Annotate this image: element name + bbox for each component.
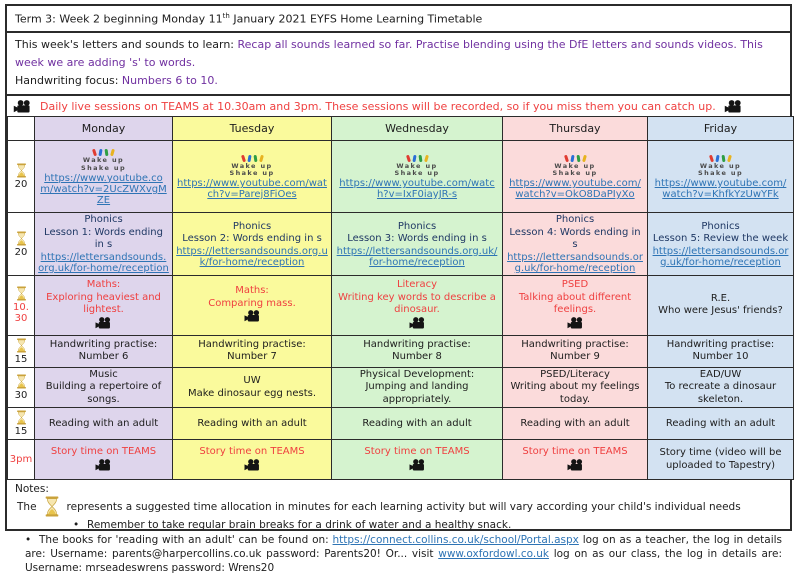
logo-text: Shake up	[552, 169, 598, 178]
cell-friday-handwriting	[648, 335, 794, 367]
cell-tuesday-morning	[173, 275, 332, 335]
title-text: Term 3: Week 2 beginning Monday 11	[15, 12, 223, 26]
time-value: 3pm	[9, 454, 33, 466]
cell-thursday-reading: Reading with an adult	[503, 408, 648, 440]
subject-body: Exploring heaviest and lightest.	[46, 291, 161, 316]
title-text-post: January 2021 EYFS Home Learning Timetable	[229, 12, 483, 26]
phonics-lesson: Lesson 4: Words ending in s	[509, 226, 641, 251]
live-sessions-banner	[7, 96, 790, 116]
handwriting-focus-line	[15, 72, 782, 90]
hourglass-icon	[16, 410, 27, 425]
phonics-lesson: Lesson 1: Words ending in s	[44, 226, 163, 251]
subject-title: Music	[89, 368, 118, 380]
video-camera-icon	[244, 310, 261, 322]
title-superscript: th	[222, 12, 230, 20]
wake-up-shake-up-logo	[176, 154, 328, 179]
handwriting-focus-text: Numbers 6 to 10.	[121, 74, 218, 88]
handwriting-title: Handwriting practise:	[363, 338, 471, 350]
time-cell-phonics	[8, 213, 35, 276]
time-cell-story	[8, 440, 35, 480]
phonics-title: Phonics	[701, 220, 740, 232]
video-camera-icon	[95, 459, 112, 471]
cell-friday-wakeup	[648, 141, 794, 213]
cell-thursday-phonics	[503, 213, 648, 276]
video-camera-icon	[567, 459, 584, 471]
phonics-lesson: Lesson 5: Review the week	[652, 233, 789, 245]
cell-thursday-handwriting	[503, 335, 648, 367]
handwriting-number: Number 8	[392, 351, 442, 363]
subject-title: Physical Development:	[359, 368, 475, 380]
oxford-owl-link[interactable]: www.oxfordowl.co.uk	[438, 547, 549, 560]
youtube-link-tuesday[interactable]: https://www.youtube.com/watch?v=Parej8FiOes	[177, 178, 327, 201]
cell-monday-story	[35, 440, 173, 480]
letters-sounds-text: Recap all sounds learned so far. Practise blending using the DfE letters and sounds videos. This week we are adding 's' to words.	[15, 38, 763, 70]
reading-books-text: log on as a teacher, the log in details are: Username: parents@harpercollins.co.uk password: Parents20! Or... visit	[25, 533, 783, 560]
cell-wednesday-reading: Reading with an adult	[332, 408, 503, 440]
cell-monday-wakeup	[35, 141, 173, 213]
hourglass-note	[17, 496, 782, 518]
phonics-link-monday[interactable]: https://lettersandsounds.org.uk/for-home/reception	[38, 251, 169, 274]
phonics-link-thursday[interactable]: https://lettersandsounds.org.uk/for-home/reception	[507, 251, 643, 274]
video-camera-icon	[409, 317, 426, 329]
bullet-marker: •	[73, 519, 80, 532]
story-label: Story time on TEAMS	[199, 446, 305, 458]
subject-title: Maths:	[235, 285, 269, 297]
hourglass-icon	[16, 338, 27, 353]
dancing-figures-icon	[651, 154, 790, 162]
handwriting-title: Handwriting practise:	[666, 338, 775, 350]
handwriting-title: Handwriting practise:	[521, 338, 629, 350]
cell-wednesday-phonics	[332, 213, 503, 276]
handwriting-number: Number 10	[692, 351, 749, 363]
dancing-figures-icon	[506, 154, 644, 162]
subject-body: Who were Jesus' friends?	[658, 305, 783, 317]
weekly-focus-box	[7, 33, 790, 96]
story-label: Story time on TEAMS	[522, 446, 628, 458]
phonics-title: Phonics	[232, 220, 272, 232]
cell-tuesday-handwriting	[173, 335, 332, 367]
cell-monday-handwriting	[35, 335, 173, 367]
cell-friday-story	[648, 440, 794, 480]
dancing-figures-icon	[176, 154, 328, 162]
handwriting-number: Number 7	[227, 351, 277, 363]
wake-up-shake-up-logo	[651, 154, 790, 179]
cell-wednesday-story	[332, 440, 503, 480]
subject-body: Jumping and landing appropriately.	[365, 381, 469, 405]
phonics-row	[8, 213, 794, 276]
cell-monday-reading: Reading with an adult	[35, 408, 173, 440]
youtube-link-friday[interactable]: https://www.youtube.com/watch?v=KhfkYzUwYFk	[654, 178, 787, 201]
time-value: 20	[14, 179, 28, 191]
cell-friday-morning	[648, 275, 794, 335]
cell-thursday-story	[503, 440, 648, 480]
time-value: 30	[14, 390, 28, 402]
time-cell-afternoon	[8, 367, 35, 408]
phonics-title: Phonics	[397, 220, 437, 232]
morning-session-row	[8, 275, 794, 335]
brain-breaks-text: Remember to take regular brain breaks for a drink of water and a healthy snack.	[87, 519, 512, 532]
phonics-lesson: Lesson 3: Words ending in s	[347, 233, 487, 245]
live-sessions-text: Daily live sessions on TEAMS at 10.30am and 3pm. These sessions will be recorded, so if you miss them you can catch up.	[40, 99, 716, 113]
afternoon-session-row	[8, 367, 794, 408]
cell-wednesday-afternoon	[332, 367, 503, 408]
subject-title: PSED/Literacy	[540, 368, 610, 380]
logo-text: Wake up	[82, 156, 125, 165]
handwriting-number: Number 6	[78, 351, 129, 363]
subject-title: EAD/UW	[699, 368, 742, 380]
time-column-header	[8, 117, 35, 141]
youtube-link-wednesday[interactable]: https://www.youtube.com/watch?v=IxF0iayJR-s	[339, 178, 495, 201]
story-time-row	[8, 440, 794, 480]
hourglass-note-pre: The	[17, 501, 37, 514]
day-header-thursday: Thursday	[503, 117, 648, 141]
logo-text: Wake up	[396, 161, 438, 170]
day-header-wednesday: Wednesday	[332, 117, 503, 141]
collins-link[interactable]: https://connect.collins.co.uk/school/Portal.aspx	[332, 533, 579, 546]
reading-books-note	[25, 533, 782, 575]
cell-tuesday-afternoon	[173, 367, 332, 408]
cell-friday-phonics	[648, 213, 794, 276]
cell-monday-morning	[35, 275, 173, 335]
phonics-title: Phonics	[555, 214, 595, 226]
time-value: 20	[14, 246, 28, 258]
letters-sounds-label: This week's letters and sounds to learn:	[15, 38, 235, 51]
time-value: 15	[14, 426, 28, 438]
phonics-link-wednesday[interactable]: https://lettersandsounds.org.uk/for-home/reception	[336, 245, 498, 268]
handwriting-row	[8, 335, 794, 367]
dancing-figures-icon	[335, 154, 499, 162]
dancing-figures-icon	[38, 148, 169, 156]
hourglass-icon	[16, 286, 27, 301]
wake-up-shake-up-logo	[335, 154, 499, 179]
logo-text: Shake up	[394, 169, 440, 178]
subject-body: Writing key words to describe a dinosaur.	[338, 291, 496, 316]
cell-tuesday-phonics	[173, 213, 332, 276]
hourglass-icon	[16, 163, 27, 178]
phonics-lesson: Lesson 2: Words ending in s	[182, 233, 322, 245]
wake-up-shake-up-logo	[38, 148, 169, 173]
video-camera-icon	[13, 100, 32, 113]
cell-monday-phonics	[35, 213, 173, 276]
timetable	[7, 116, 794, 480]
youtube-link-monday[interactable]: https://www.youtube.com/watch?v=2UcZWXvgMZE	[40, 172, 167, 206]
cell-tuesday-story	[173, 440, 332, 480]
logo-text: Wake up	[554, 161, 596, 170]
video-camera-icon	[95, 317, 112, 329]
cell-tuesday-wakeup	[173, 141, 332, 213]
handwriting-focus-label: Handwriting focus:	[15, 74, 119, 88]
logo-text: Wake up	[231, 161, 273, 170]
cell-thursday-morning	[503, 275, 648, 335]
time-value: 15	[14, 353, 28, 365]
subject-body: Talking about different feelings.	[518, 291, 632, 316]
cell-wednesday-handwriting	[332, 335, 503, 367]
subject-title: Literacy	[396, 279, 438, 291]
hourglass-icon	[44, 496, 60, 517]
time-cell-handwriting	[8, 335, 35, 367]
phonics-title: Phonics	[84, 214, 123, 226]
hourglass-icon	[16, 231, 27, 246]
subject-title: Maths:	[86, 279, 121, 291]
handwriting-number: Number 9	[550, 351, 600, 363]
timetable-document	[5, 4, 792, 574]
notes-section	[7, 480, 790, 574]
cell-thursday-afternoon	[503, 367, 648, 408]
time-value: 10. 30	[13, 302, 29, 325]
reading-books-text: The books for 'reading with an adult' can be found on:	[39, 533, 329, 546]
wake-up-row	[8, 141, 794, 213]
phonics-link-friday[interactable]: https://lettersandsounds.org.uk/for-home/reception	[652, 245, 789, 268]
hourglass-icon	[16, 374, 27, 389]
cell-wednesday-morning	[332, 275, 503, 335]
subject-body: Comparing mass.	[208, 297, 296, 309]
bullet-marker: •	[25, 533, 32, 546]
video-camera-icon	[244, 459, 261, 471]
subject-title: PSED	[561, 279, 589, 291]
cell-wednesday-wakeup	[332, 141, 503, 213]
subject-body: Building a repertoire of songs.	[45, 381, 162, 405]
day-header-monday: Monday	[35, 117, 173, 141]
brain-breaks-note	[73, 518, 782, 532]
phonics-link-tuesday[interactable]: https://lettersandsounds.org.uk/for-home/reception	[176, 245, 328, 268]
story-label: Story time on TEAMS	[50, 446, 157, 458]
time-cell-morning	[8, 275, 35, 335]
subject-title: UW	[243, 375, 261, 387]
subject-body: Writing about my feelings today.	[510, 381, 640, 405]
cell-friday-reading: Reading with an adult	[648, 408, 794, 440]
document-title	[7, 6, 790, 33]
logo-text: Shake up	[81, 163, 126, 172]
letters-sounds-line	[15, 36, 782, 72]
video-camera-icon	[724, 100, 743, 113]
hourglass-note-text: represents a suggested time allocation in minutes for each learning activity but will vary according your child's individual needs	[66, 501, 741, 514]
cell-friday-afternoon	[648, 367, 794, 408]
subject-body: To recreate a dinosaur skeleton.	[664, 381, 777, 405]
subject-body: Make dinosaur egg nests.	[187, 387, 317, 399]
logo-text: Shake up	[229, 169, 275, 178]
reading-row	[8, 408, 794, 440]
time-cell-reading	[8, 408, 35, 440]
logo-text: Shake up	[698, 169, 743, 178]
story-label: Story time (video will be uploaded to Tapestry)	[659, 447, 782, 471]
cell-thursday-wakeup	[503, 141, 648, 213]
reading-books-text: log on as our class, the log in details are: Username: mrseadeswrens password: Wrens20	[25, 547, 783, 574]
handwriting-title: Handwriting practise:	[49, 338, 158, 350]
wake-up-shake-up-logo	[506, 154, 644, 179]
subject-title: R.E.	[710, 292, 731, 304]
day-header-friday: Friday	[648, 117, 794, 141]
notes-heading: Notes:	[15, 483, 49, 496]
video-camera-icon	[409, 459, 426, 471]
story-label: Story time on TEAMS	[364, 446, 470, 458]
time-cell-wakeup	[8, 141, 35, 213]
cell-monday-afternoon	[35, 367, 173, 408]
youtube-link-thursday[interactable]: https://www.youtube.com/watch?v=OkO8DaPIyXo	[509, 178, 641, 201]
cell-tuesday-reading: Reading with an adult	[173, 408, 332, 440]
handwriting-title: Handwriting practise:	[198, 338, 306, 350]
logo-text: Wake up	[699, 161, 742, 170]
video-camera-icon	[567, 317, 584, 329]
day-header-row	[8, 117, 794, 141]
day-header-tuesday: Tuesday	[173, 117, 332, 141]
